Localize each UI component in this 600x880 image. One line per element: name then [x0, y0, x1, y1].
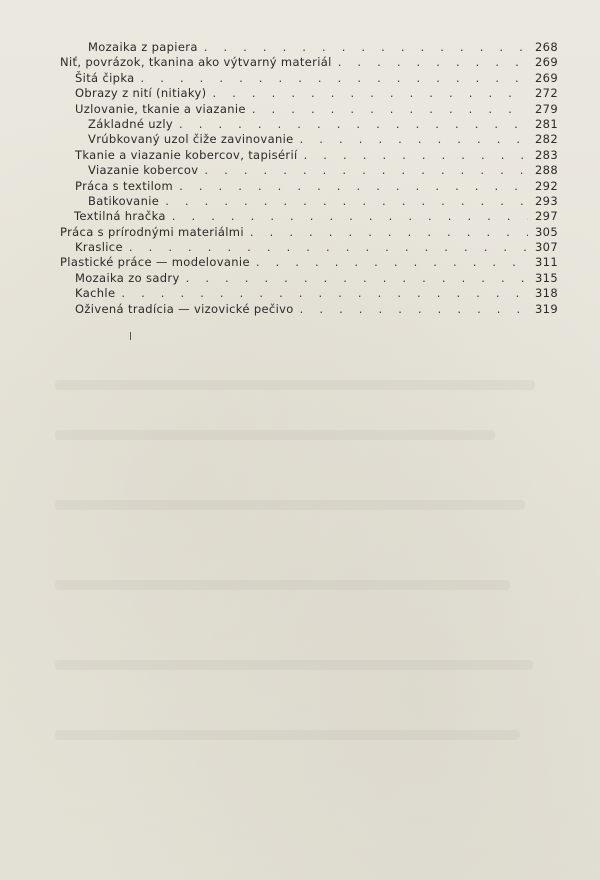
bleed-through [55, 380, 535, 390]
toc-entry-title: Mozaika z papiera [88, 40, 198, 54]
dot-leader [298, 148, 528, 163]
toc-entry [60, 271, 558, 286]
toc-entry-page: 269 [535, 55, 558, 70]
dot-leader [244, 225, 528, 240]
toc-entry-page: 283 [535, 147, 558, 162]
toc-entry-title: Práca s prírodnými materiálmi [60, 224, 244, 239]
dot-leader [173, 179, 528, 194]
toc-entry [60, 255, 558, 270]
toc-entry [60, 209, 558, 224]
toc-entry-page: 305 [535, 224, 558, 239]
toc-entry-page: 311 [535, 255, 558, 270]
toc-entry-page: 315 [535, 270, 558, 285]
dot-leader [159, 194, 528, 209]
toc-entry-page: 281 [535, 116, 558, 131]
toc-entry [60, 71, 558, 86]
toc-entry-page: 292 [535, 178, 558, 193]
dot-leader [123, 240, 528, 255]
toc-entry-title: Uzlovanie, tkanie a viazanie [75, 101, 246, 116]
toc-entry [60, 225, 558, 240]
dot-leader [180, 271, 528, 286]
dot-leader [198, 40, 528, 55]
toc-entry [60, 163, 558, 178]
toc-entry-page: 272 [535, 86, 558, 101]
dot-leader [173, 117, 528, 132]
dot-leader [206, 86, 528, 101]
toc-entry [60, 148, 558, 163]
toc-entry-page: 307 [535, 240, 558, 255]
toc-entry-title: Niť, povrázok, tkanina ako výtvarný materiál [60, 55, 332, 70]
toc-entry-title: Viazanie kobercov [88, 163, 199, 178]
bleed-through [55, 580, 510, 590]
bleed-through [55, 430, 495, 440]
toc-entry-title: Kraslice [75, 240, 123, 255]
bleed-through [55, 660, 533, 670]
toc-entry-page: 297 [535, 209, 558, 224]
table-of-contents [60, 40, 558, 317]
toc-entry-title: Batikovanie [88, 193, 160, 208]
bleed-through [55, 730, 520, 740]
toc-entry-page: 288 [535, 163, 558, 178]
toc-entry [60, 40, 558, 55]
toc-entry-page: 282 [535, 132, 558, 147]
bleed-through [55, 500, 525, 510]
toc-entry-page: 293 [535, 193, 558, 208]
toc-entry [60, 117, 558, 132]
toc-entry [60, 102, 558, 117]
toc-entry-title: Oživená tradícia — vizovické pečivo [75, 301, 294, 316]
dot-leader [115, 286, 528, 301]
toc-entry [60, 132, 558, 147]
stray-mark [130, 332, 131, 340]
toc-entry [60, 194, 558, 209]
toc-entry [60, 286, 558, 301]
dot-leader [135, 71, 528, 86]
toc-entry [60, 179, 558, 194]
dot-leader [294, 302, 528, 317]
toc-entry-page: 318 [535, 286, 558, 301]
dot-leader [250, 255, 528, 270]
toc-entry-title: Mozaika zo sadry [75, 270, 180, 285]
toc-entry-title: Vrúbkovaný uzol čiže zavinovanie [88, 132, 294, 147]
dot-leader [198, 163, 528, 178]
toc-entry-title: Šitá čipka [75, 70, 135, 85]
dot-leader [294, 132, 528, 147]
toc-entry-page: 269 [535, 70, 558, 85]
toc-entry-title: Kachle [75, 286, 116, 301]
toc-entry [60, 86, 558, 101]
toc-entry-title: Práca s textilom [75, 178, 174, 193]
toc-entry [60, 240, 558, 255]
dot-leader [166, 209, 528, 224]
toc-entry-title: Plastické práce — modelovanie [60, 255, 250, 270]
dot-leader [332, 55, 528, 70]
toc-entry-page: 268 [535, 40, 558, 54]
toc-entry-title: Textilná hračka [74, 209, 166, 224]
toc-entry-page: 319 [535, 301, 558, 316]
dot-leader [246, 102, 528, 117]
toc-entry-title: Tkanie a viazanie kobercov, tapisérií [75, 147, 298, 162]
toc-entry [60, 302, 558, 317]
toc-entry-title: Základné uzly [88, 116, 174, 131]
toc-entry [60, 55, 558, 70]
toc-entry-title: Obrazy z nití (nitiaky) [75, 86, 207, 101]
toc-entry-page: 279 [535, 101, 558, 116]
